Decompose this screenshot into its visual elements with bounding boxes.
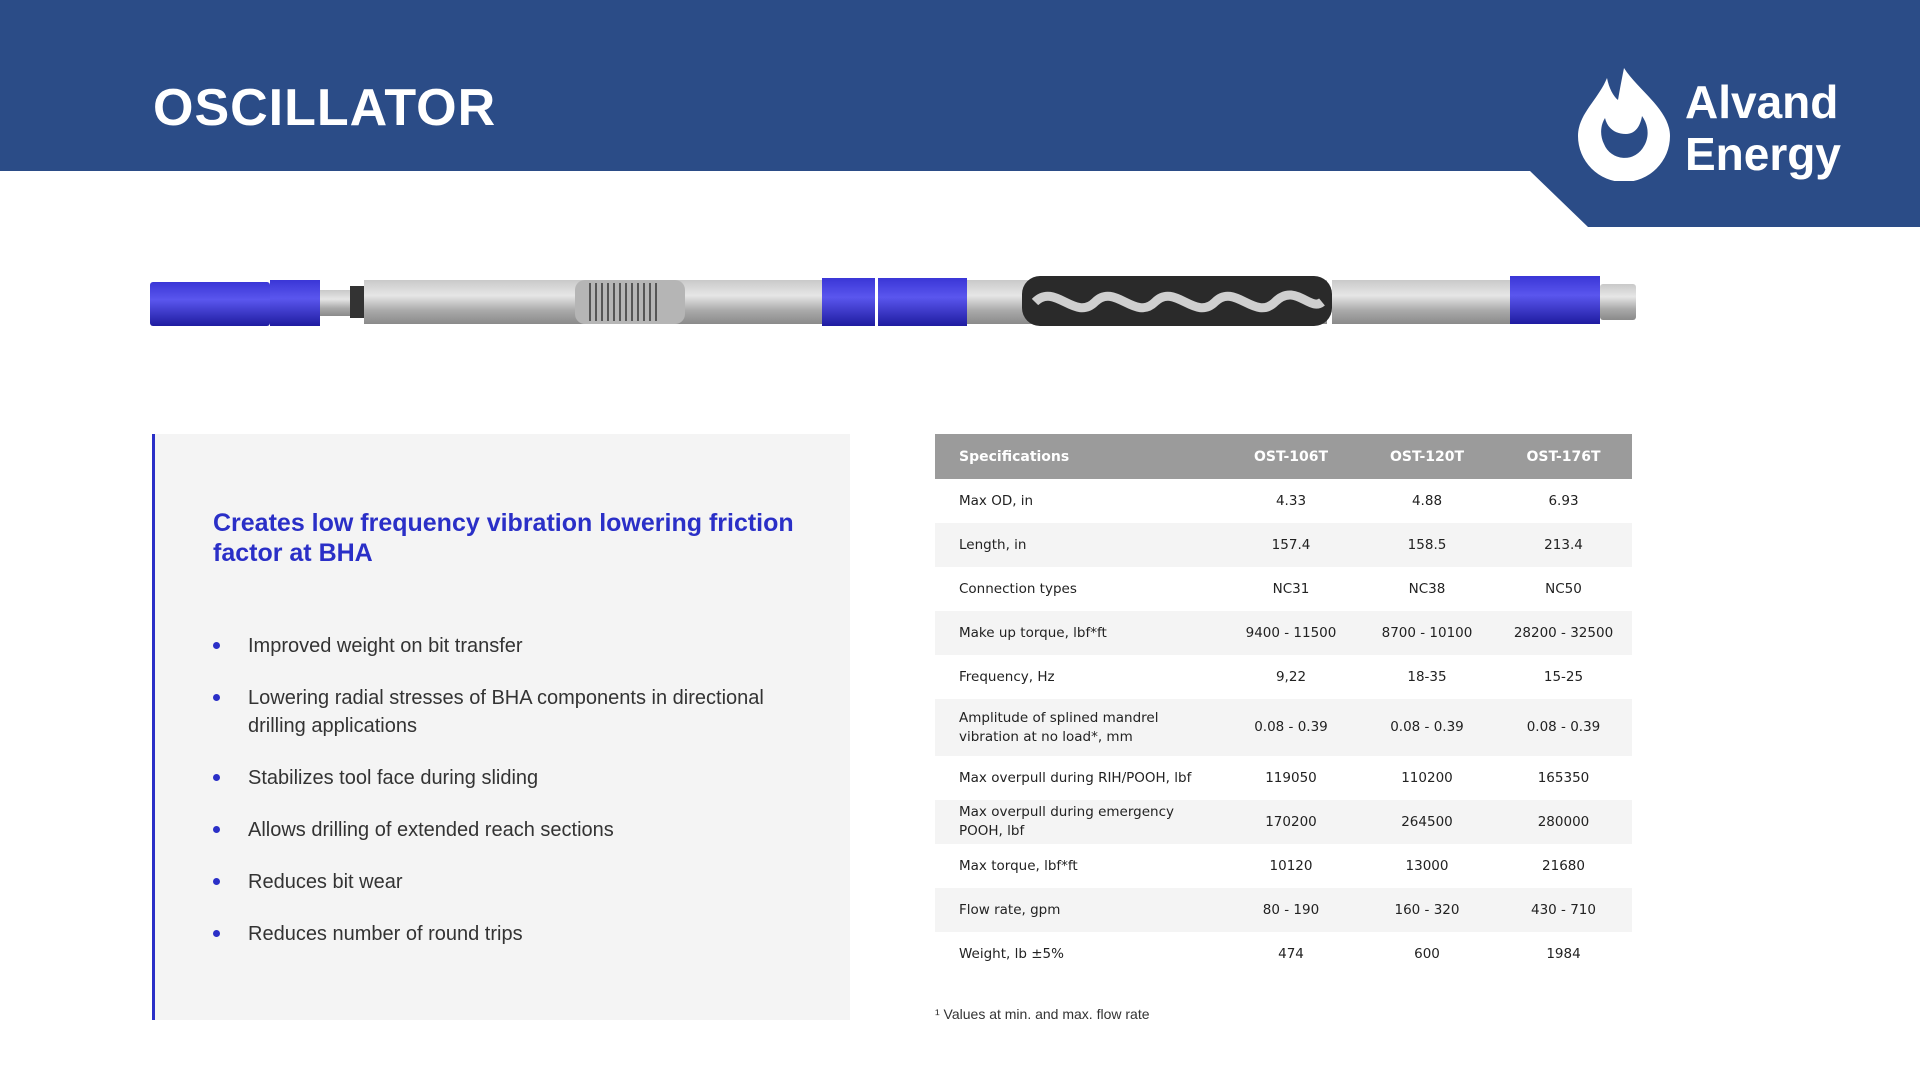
spec-value: 9400 - 11500	[1223, 611, 1359, 655]
feature-item: Reduces number of round trips	[213, 920, 813, 948]
table-row	[935, 655, 1632, 699]
spec-value: 6.93	[1548, 492, 1579, 509]
spec-value: NC38	[1408, 580, 1446, 597]
spec-value: 10120	[1269, 857, 1313, 874]
spec-label: Connection types	[959, 580, 1077, 597]
table-row	[935, 479, 1632, 523]
spec-header-row	[935, 434, 1632, 479]
spec-value: 170200	[1223, 800, 1359, 844]
brand-wordmark	[1685, 76, 1841, 180]
spec-label: Frequency, Hz	[959, 668, 1055, 685]
brand-logo	[1576, 66, 1896, 186]
info-heading: Creates low frequency vibration lowering friction factor at BHA	[213, 509, 794, 567]
spec-value: 213.4	[1495, 523, 1632, 567]
feature-list	[213, 632, 813, 972]
spec-label: Max overpull during RIH/POOH, lbf	[959, 769, 1192, 786]
spec-label: Max torque, lbf*ft	[959, 857, 1078, 874]
spec-value: 158.5	[1359, 523, 1495, 567]
feature-item: Reduces bit wear	[213, 868, 813, 896]
spec-value: 9,22	[1275, 668, 1307, 685]
spec-value: 28200 - 32500	[1495, 611, 1632, 655]
spec-value: 280000	[1495, 800, 1632, 844]
spec-header-model: OST-176T	[1495, 434, 1632, 479]
brand-line-1: Alvand	[1685, 76, 1839, 128]
table-row	[935, 523, 1632, 567]
spec-value: 430 - 710	[1495, 888, 1632, 932]
spec-label: Max overpull during emergency POOH, lbf	[935, 800, 1223, 844]
spec-value: 600	[1414, 945, 1440, 962]
feature-item: Improved weight on bit transfer	[213, 632, 813, 660]
spec-value: 21680	[1542, 857, 1585, 874]
spec-label: Max OD, in	[959, 492, 1034, 509]
spec-value: 110200	[1401, 769, 1453, 786]
spec-value: NC50	[1545, 580, 1582, 597]
spec-header-model: OST-120T	[1359, 434, 1495, 479]
info-panel	[152, 434, 850, 1020]
flame-drop-icon	[1576, 66, 1672, 181]
spec-label: Flow rate, gpm	[935, 888, 1223, 932]
brand-line-2: Energy	[1685, 128, 1841, 180]
table-row	[935, 756, 1632, 800]
spec-value: NC31	[1272, 580, 1310, 597]
spec-label: Make up torque, lbf*ft	[935, 611, 1223, 655]
spec-value: 264500	[1359, 800, 1495, 844]
oscillator-tool-illustration	[150, 268, 1636, 330]
spec-value: 18-35	[1407, 668, 1447, 685]
spec-header-model: OST-106T	[1223, 434, 1359, 479]
feature-item: Lowering radial stresses of BHA components in directional drilling applications	[213, 684, 813, 740]
table-row	[935, 844, 1632, 888]
spec-value: 0.08 - 0.39	[1495, 699, 1632, 756]
spec-label: Length, in	[935, 523, 1223, 567]
spec-value: 160 - 320	[1359, 888, 1495, 932]
table-row	[935, 932, 1632, 976]
table-row	[935, 567, 1632, 611]
spec-value: 1984	[1546, 945, 1581, 962]
spec-value: 80 - 190	[1223, 888, 1359, 932]
spec-header-label: Specifications	[935, 434, 1223, 479]
table-row	[935, 699, 1632, 756]
table-row	[935, 800, 1632, 844]
page-title: OSCILLATOR	[153, 79, 497, 137]
spec-value: 165350	[1537, 769, 1590, 786]
spec-label: Weight, lb ±5%	[959, 945, 1064, 962]
spec-table	[935, 434, 1632, 976]
feature-item: Stabilizes tool face during sliding	[213, 764, 813, 792]
spec-label: Amplitude of splined mandrel vibration at no load*, mm	[935, 699, 1223, 756]
spec-value: 8700 - 10100	[1359, 611, 1495, 655]
table-row	[935, 888, 1632, 932]
spec-value: 4.88	[1411, 492, 1443, 509]
spec-value: 0.08 - 0.39	[1359, 699, 1495, 756]
spec-value: 15-25	[1543, 668, 1584, 685]
spec-value: 13000	[1405, 857, 1449, 874]
table-row	[935, 611, 1632, 655]
spec-value: 0.08 - 0.39	[1223, 699, 1359, 756]
spec-value: 474	[1278, 945, 1304, 962]
feature-item: Allows drilling of extended reach sections	[213, 816, 813, 844]
spec-footnote: ¹ Values at min. and max. flow rate	[935, 1006, 1150, 1022]
spec-value: 119050	[1265, 769, 1317, 786]
spec-value: 4.33	[1275, 492, 1307, 509]
spec-value: 157.4	[1223, 523, 1359, 567]
